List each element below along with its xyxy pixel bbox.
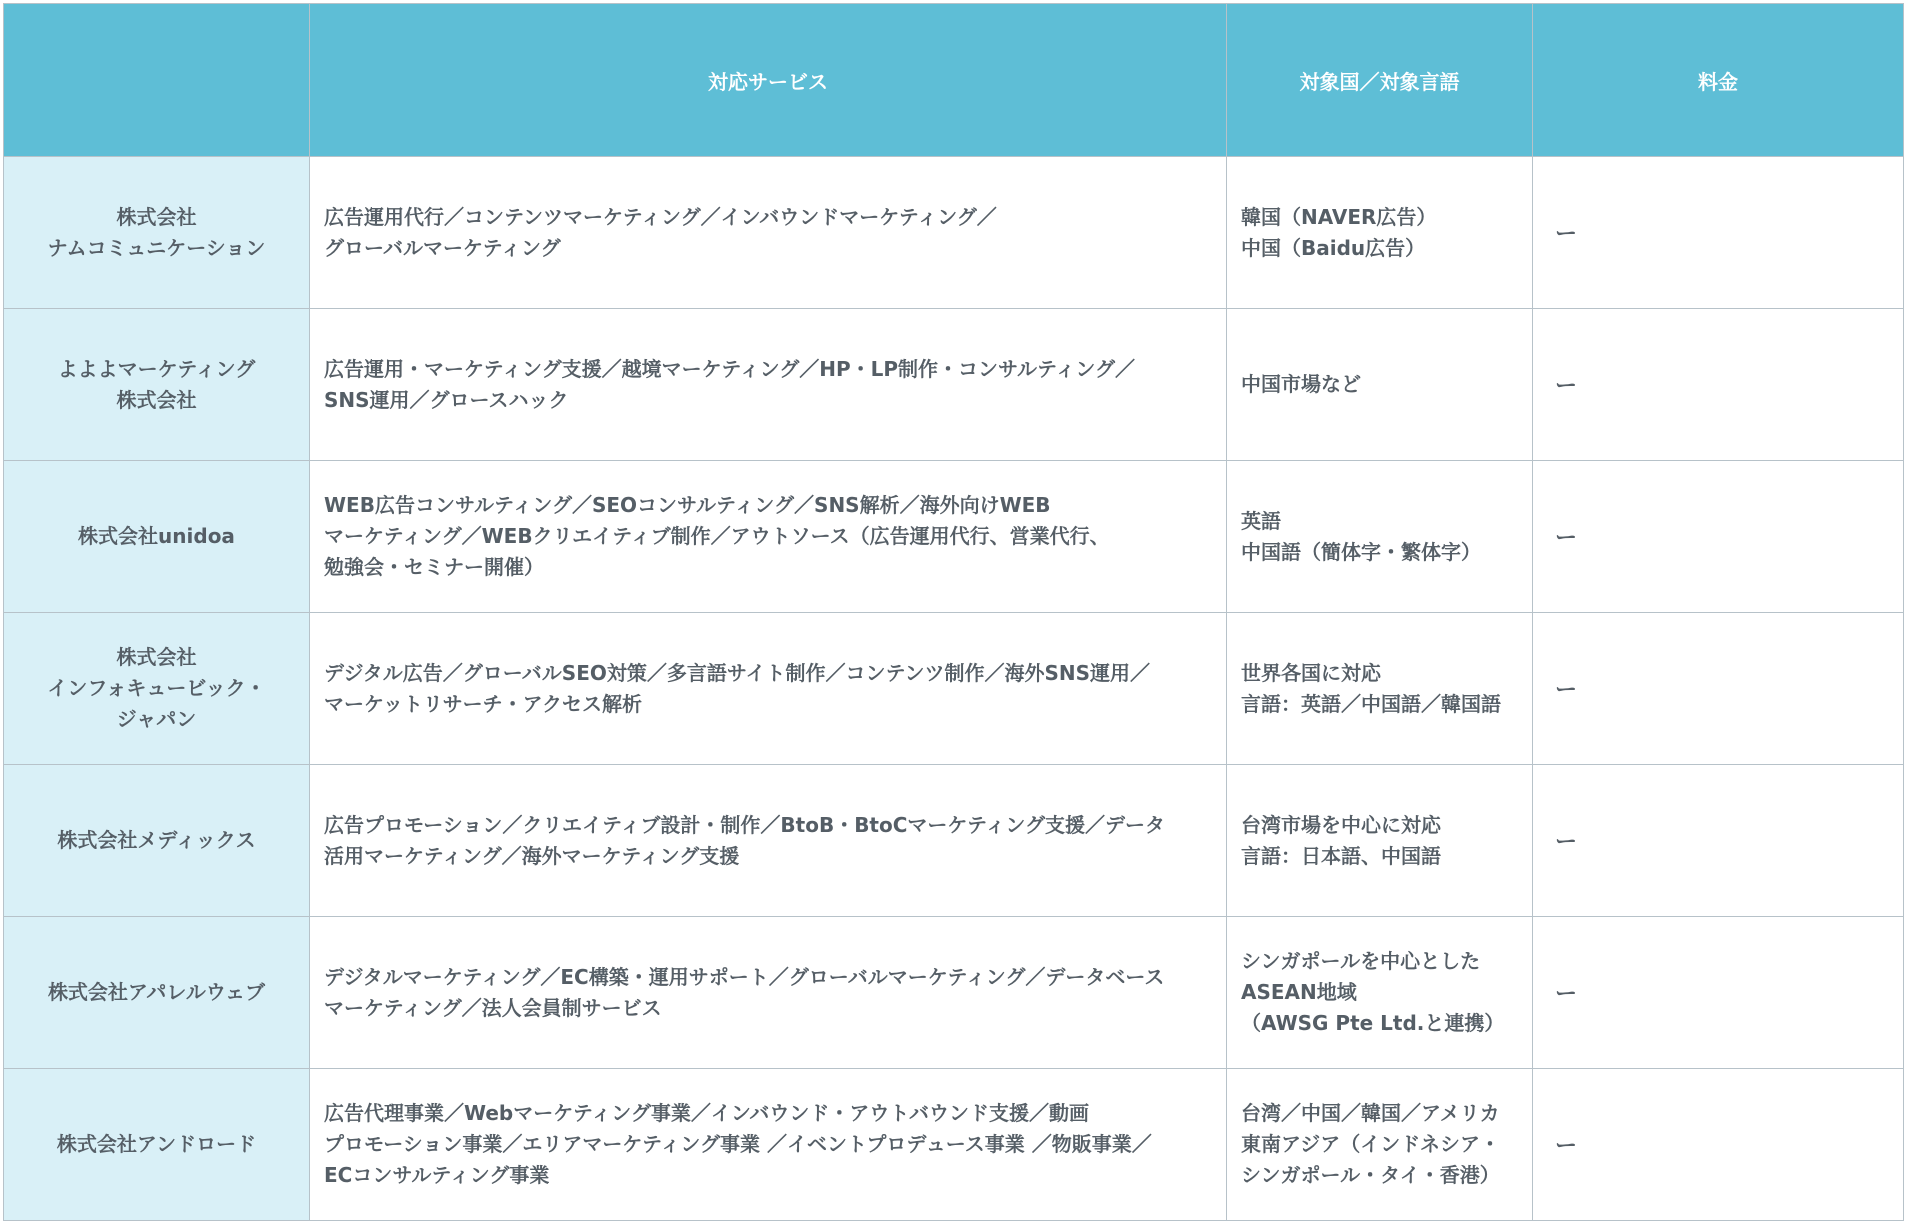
services-cell-line: 広告代理事業／Webマーケティング事業／インバウンド・アウトバウンド支援／動画 <box>324 1101 1090 1125</box>
services-cell-line: プロモーション事業／エリアマーケティング事業 ／イベントプロデュース事業 ／物販事業／ <box>324 1132 1152 1156</box>
targets-cell <box>1227 1069 1533 1221</box>
header-targets: 対象国／対象言語 <box>1227 4 1533 157</box>
company-name-cell-line: 株式会社 <box>116 645 197 669</box>
company-name-cell-line: 株式会社アパレルウェブ <box>47 980 266 1004</box>
company-name-cell-line: よよよマーケティング <box>57 356 256 381</box>
services-cell-line: 勉強会・セミナー開催） <box>324 555 544 579</box>
targets-cell-line: 英語 <box>1241 508 1281 533</box>
services-cell-line: グローバルマーケティング <box>324 235 561 260</box>
services-cell-line: 広告運用代行／コンテンツマーケティング／インバウンドマーケティング／ <box>324 204 997 229</box>
company-name-cell-line: インフォキュービック・ <box>47 676 266 700</box>
company-name-cell-line: ナムコミュニケーション <box>47 235 266 260</box>
header-company <box>4 4 310 157</box>
targets-cell-line: 中国市場など <box>1241 372 1361 396</box>
targets-cell <box>1227 309 1533 461</box>
targets-cell-line: 中国語（簡体字・繁体字） <box>1241 539 1481 564</box>
company-name-cell <box>4 613 310 765</box>
targets-cell-line: シンガポールを中心とした <box>1241 949 1481 973</box>
table-row <box>4 765 1904 917</box>
table-body <box>4 157 1904 1221</box>
targets-cell-line: 言語：英語／中国語／韓国語 <box>1241 691 1501 716</box>
company-name-cell-line: 株式会社メディックス <box>57 828 256 852</box>
fee-cell: ー <box>1533 309 1904 461</box>
services-cell-line: マーケットリサーチ・アクセス解析 <box>324 691 642 716</box>
fee-cell: ー <box>1533 1069 1904 1221</box>
table-row <box>4 461 1904 613</box>
targets-cell-line: 東南アジア（インドネシア・ <box>1241 1132 1500 1156</box>
company-name-cell-line: 株式会社 <box>116 387 197 412</box>
services-cell-line: デジタル広告／グローバルSEO対策／多言語サイト制作／コンテンツ制作／海外SNS運用／ <box>324 660 1151 685</box>
targets-cell-line: 言語：日本語、中国語 <box>1241 843 1441 868</box>
targets-cell-line: 台湾市場を中心に対応 <box>1241 812 1441 837</box>
services-cell <box>310 1069 1227 1221</box>
targets-cell-line: 世界各国に対応 <box>1241 660 1381 685</box>
table-row <box>4 917 1904 1069</box>
targets-cell <box>1227 157 1533 309</box>
table-row <box>4 157 1904 309</box>
targets-cell-line: 中国（Baidu広告） <box>1241 235 1426 260</box>
fee-cell: ー <box>1533 461 1904 613</box>
fee-cell: ー <box>1533 917 1904 1069</box>
services-cell <box>310 157 1227 309</box>
table-row <box>4 613 1904 765</box>
targets-cell <box>1227 765 1533 917</box>
targets-cell-line: 韓国（NAVER広告） <box>1241 204 1437 229</box>
table-row <box>4 1069 1904 1221</box>
services-cell-line: マーケティング／法人会員制サービス <box>324 995 662 1020</box>
header-fee: 料金 <box>1533 4 1904 157</box>
table-header-row <box>4 4 1904 157</box>
service-comparison-table <box>3 3 1904 1221</box>
company-name-cell <box>4 157 310 309</box>
targets-cell-line: シンガポール・タイ・香港） <box>1241 1163 1500 1187</box>
services-cell-line: WEB広告コンサルティング／SEOコンサルティング／SNS解析／海外向けWEB <box>324 493 1051 517</box>
company-name-cell <box>4 461 310 613</box>
company-name-cell-line: 株式会社 <box>116 204 197 229</box>
company-name-cell-line: 株式会社アンドロード <box>56 1132 257 1156</box>
targets-cell-line: （AWSG Pte Ltd.と連携） <box>1241 1011 1505 1035</box>
services-cell-line: マーケティング／WEBクリエイティブ制作／アウトソース（広告運用代行、営業代行、 <box>324 524 1110 548</box>
services-cell <box>310 461 1227 613</box>
targets-cell <box>1227 917 1533 1069</box>
services-cell-line: ECコンサルティング事業 <box>324 1163 550 1187</box>
fee-cell: ー <box>1533 157 1904 309</box>
services-cell <box>310 613 1227 765</box>
services-cell-line: 広告運用・マーケティング支援／越境マーケティング／HP・LP制作・コンサルティング／ <box>324 356 1135 381</box>
services-cell-line: 活用マーケティング／海外マーケティング支援 <box>324 843 740 868</box>
comparison-table-container <box>3 3 1903 1221</box>
company-name-cell-line: ジャパン <box>116 707 197 731</box>
company-name-cell <box>4 309 310 461</box>
services-cell-line: デジタルマーケティング／EC構築・運用サポート／グローバルマーケティング／データベース <box>324 964 1165 989</box>
targets-cell-line: 台湾／中国／韓国／アメリカ <box>1241 1101 1500 1125</box>
header-services: 対応サービス <box>310 4 1227 157</box>
targets-cell <box>1227 613 1533 765</box>
services-cell <box>310 309 1227 461</box>
company-name-cell <box>4 1069 310 1221</box>
services-cell <box>310 917 1227 1069</box>
services-cell <box>310 765 1227 917</box>
fee-cell: ー <box>1533 765 1904 917</box>
targets-cell <box>1227 461 1533 613</box>
company-name-cell <box>4 765 310 917</box>
fee-cell: ー <box>1533 613 1904 765</box>
services-cell-line: SNS運用／グロースハック <box>324 387 569 412</box>
table-row <box>4 309 1904 461</box>
targets-cell-line: ASEAN地域 <box>1241 980 1357 1004</box>
company-name-cell <box>4 917 310 1069</box>
company-name-cell-line: 株式会社unidoa <box>78 524 235 548</box>
services-cell-line: 広告プロモーション／クリエイティブ設計・制作／BtoB・BtoCマーケティング支援／データ <box>324 812 1166 837</box>
